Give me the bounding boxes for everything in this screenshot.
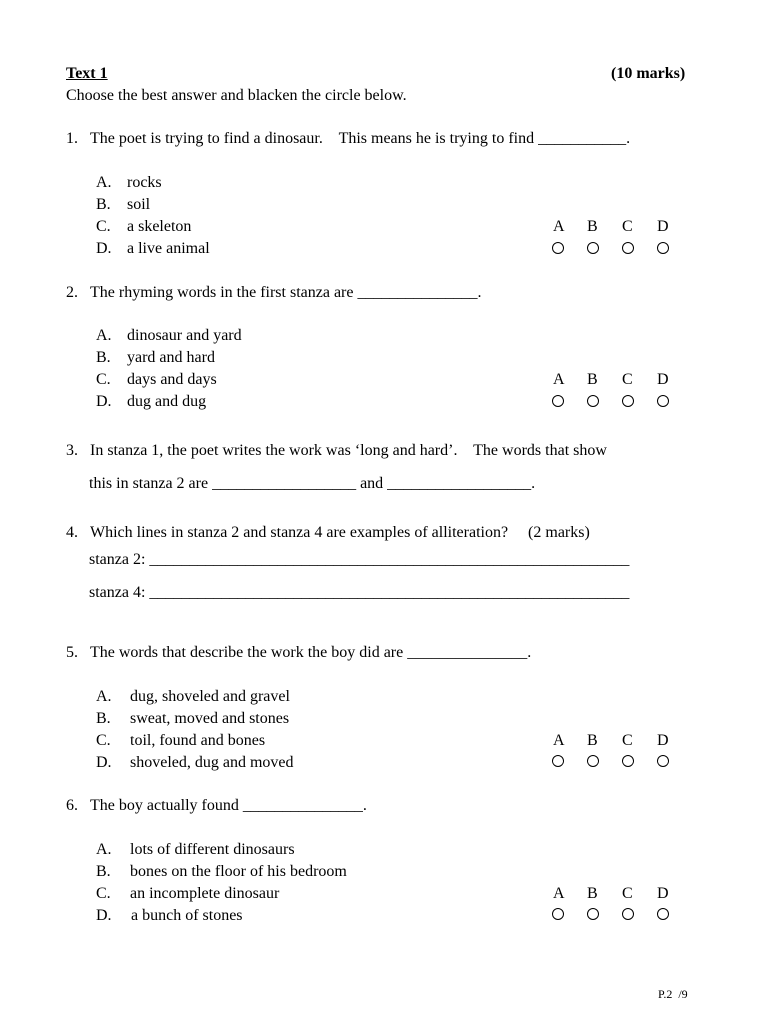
q5-stem: The words that describe the work the boy did are _______________. xyxy=(90,644,532,661)
q6-answer-label-c: C xyxy=(622,885,633,902)
q6-option-c-letter: C. xyxy=(96,885,111,902)
q2-answer-label-b: B xyxy=(587,371,598,388)
q6-option-c-text: an incomplete dinosaur xyxy=(130,885,280,902)
page-number: P.2 /9 xyxy=(658,987,688,1001)
q2-answer-label-c: C xyxy=(622,371,633,388)
q5-option-b-letter: B. xyxy=(96,710,111,727)
q6-option-d-letter: D. xyxy=(96,907,112,924)
q6-option-a-letter: A. xyxy=(96,841,112,858)
q1-answer-circle-c[interactable] xyxy=(622,242,634,254)
q1-option-a-text: rocks xyxy=(127,174,162,191)
q4-answer-line-stanza-4: stanza 4: ____________________________________________________________ xyxy=(89,584,630,601)
q6-answer-circle-d[interactable] xyxy=(657,908,669,920)
q1-option-c-letter: C. xyxy=(96,218,111,235)
q1-option-d-text: a live animal xyxy=(127,240,210,257)
q6-option-d-text: a bunch of stones xyxy=(131,907,243,924)
q1-option-b-letter: B. xyxy=(96,196,111,213)
q5-option-a-letter: A. xyxy=(96,688,112,705)
instruction: Choose the best answer and blacken the circle below. xyxy=(66,87,407,104)
q2-answer-circle-a[interactable] xyxy=(552,395,564,407)
q6-stem: The boy actually found _______________. xyxy=(90,797,367,814)
q1-option-b-text: soil xyxy=(127,196,151,213)
q5-option-c-letter: C. xyxy=(96,732,111,749)
q6-answer-label-a: A xyxy=(553,885,565,902)
q1-answer-circle-b[interactable] xyxy=(587,242,599,254)
q3-line-1: In stanza 1, the poet writes the work was ‘long and hard’. The words that show xyxy=(90,442,607,459)
q6-option-a-text: lots of different dinosaurs xyxy=(130,841,295,858)
q1-option-a-letter: A. xyxy=(96,174,112,191)
q5-number: 5. xyxy=(66,644,78,661)
q6-answer-circle-c[interactable] xyxy=(622,908,634,920)
q2-option-c-letter: C. xyxy=(96,371,111,388)
q5-option-d-letter: D. xyxy=(96,754,112,771)
q1-answer-circle-d[interactable] xyxy=(657,242,669,254)
q2-number: 2. xyxy=(66,284,78,301)
q2-answer-label-d: D xyxy=(657,371,669,388)
q4-stem: Which lines in stanza 2 and stanza 4 are examples of alliteration? (2 marks) xyxy=(90,524,590,541)
q5-answer-circle-d[interactable] xyxy=(657,755,669,767)
q1-answer-label-a: A xyxy=(553,218,565,235)
marks-label: (10 marks) xyxy=(611,65,686,82)
q5-option-b-text: sweat, moved and stones xyxy=(130,710,290,727)
q2-option-a-letter: A. xyxy=(96,327,112,344)
q5-answer-label-a: A xyxy=(553,732,565,749)
q5-answer-circle-b[interactable] xyxy=(587,755,599,767)
q1-option-d-letter: D. xyxy=(96,240,112,257)
q2-answer-label-a: A xyxy=(553,371,565,388)
q1-answer-circle-a[interactable] xyxy=(552,242,564,254)
q5-answer-label-b: B xyxy=(587,732,598,749)
q5-answer-label-d: D xyxy=(657,732,669,749)
q2-answer-circle-b[interactable] xyxy=(587,395,599,407)
q2-answer-circle-c[interactable] xyxy=(622,395,634,407)
q1-answer-label-c: C xyxy=(622,218,633,235)
q4-number: 4. xyxy=(66,524,78,541)
q2-answer-circle-d[interactable] xyxy=(657,395,669,407)
q2-option-d-text: dug and dug xyxy=(127,393,207,410)
q5-option-c-text: toil, found and bones xyxy=(130,732,266,749)
q6-answer-label-b: B xyxy=(587,885,598,902)
q1-stem: The poet is trying to find a dinosaur. This means he is trying to find ___________. xyxy=(90,130,631,147)
q5-answer-circle-a[interactable] xyxy=(552,755,564,767)
q6-answer-circle-b[interactable] xyxy=(587,908,599,920)
q2-option-b-text: yard and hard xyxy=(127,349,215,366)
q6-answer-label-d: D xyxy=(657,885,669,902)
page-title: Text 1 xyxy=(66,65,108,82)
q1-number: 1. xyxy=(66,130,78,147)
q5-answer-circle-c[interactable] xyxy=(622,755,634,767)
q3-number: 3. xyxy=(66,442,78,459)
q6-number: 6. xyxy=(66,797,78,814)
q6-option-b-text: bones on the floor of his bedroom xyxy=(130,863,347,880)
q1-option-c-text: a skeleton xyxy=(127,218,192,235)
q6-answer-circle-a[interactable] xyxy=(552,908,564,920)
q2-stem: The rhyming words in the first stanza are _______________. xyxy=(90,284,482,301)
q5-answer-label-c: C xyxy=(622,732,633,749)
q2-option-a-text: dinosaur and yard xyxy=(127,327,242,344)
q1-answer-label-b: B xyxy=(587,218,598,235)
q5-option-d-text: shoveled, dug and moved xyxy=(130,754,294,771)
q5-option-a-text: dug, shoveled and gravel xyxy=(130,688,290,705)
q4-answer-line-stanza-2: stanza 2: ____________________________________________________________ xyxy=(89,551,630,568)
q3-line-2: this in stanza 2 are __________________ and __________________. xyxy=(89,475,536,492)
q6-option-b-letter: B. xyxy=(96,863,111,880)
q1-answer-label-d: D xyxy=(657,218,669,235)
q2-option-d-letter: D. xyxy=(96,393,112,410)
q2-option-c-text: days and days xyxy=(127,371,217,388)
q2-option-b-letter: B. xyxy=(96,349,111,366)
